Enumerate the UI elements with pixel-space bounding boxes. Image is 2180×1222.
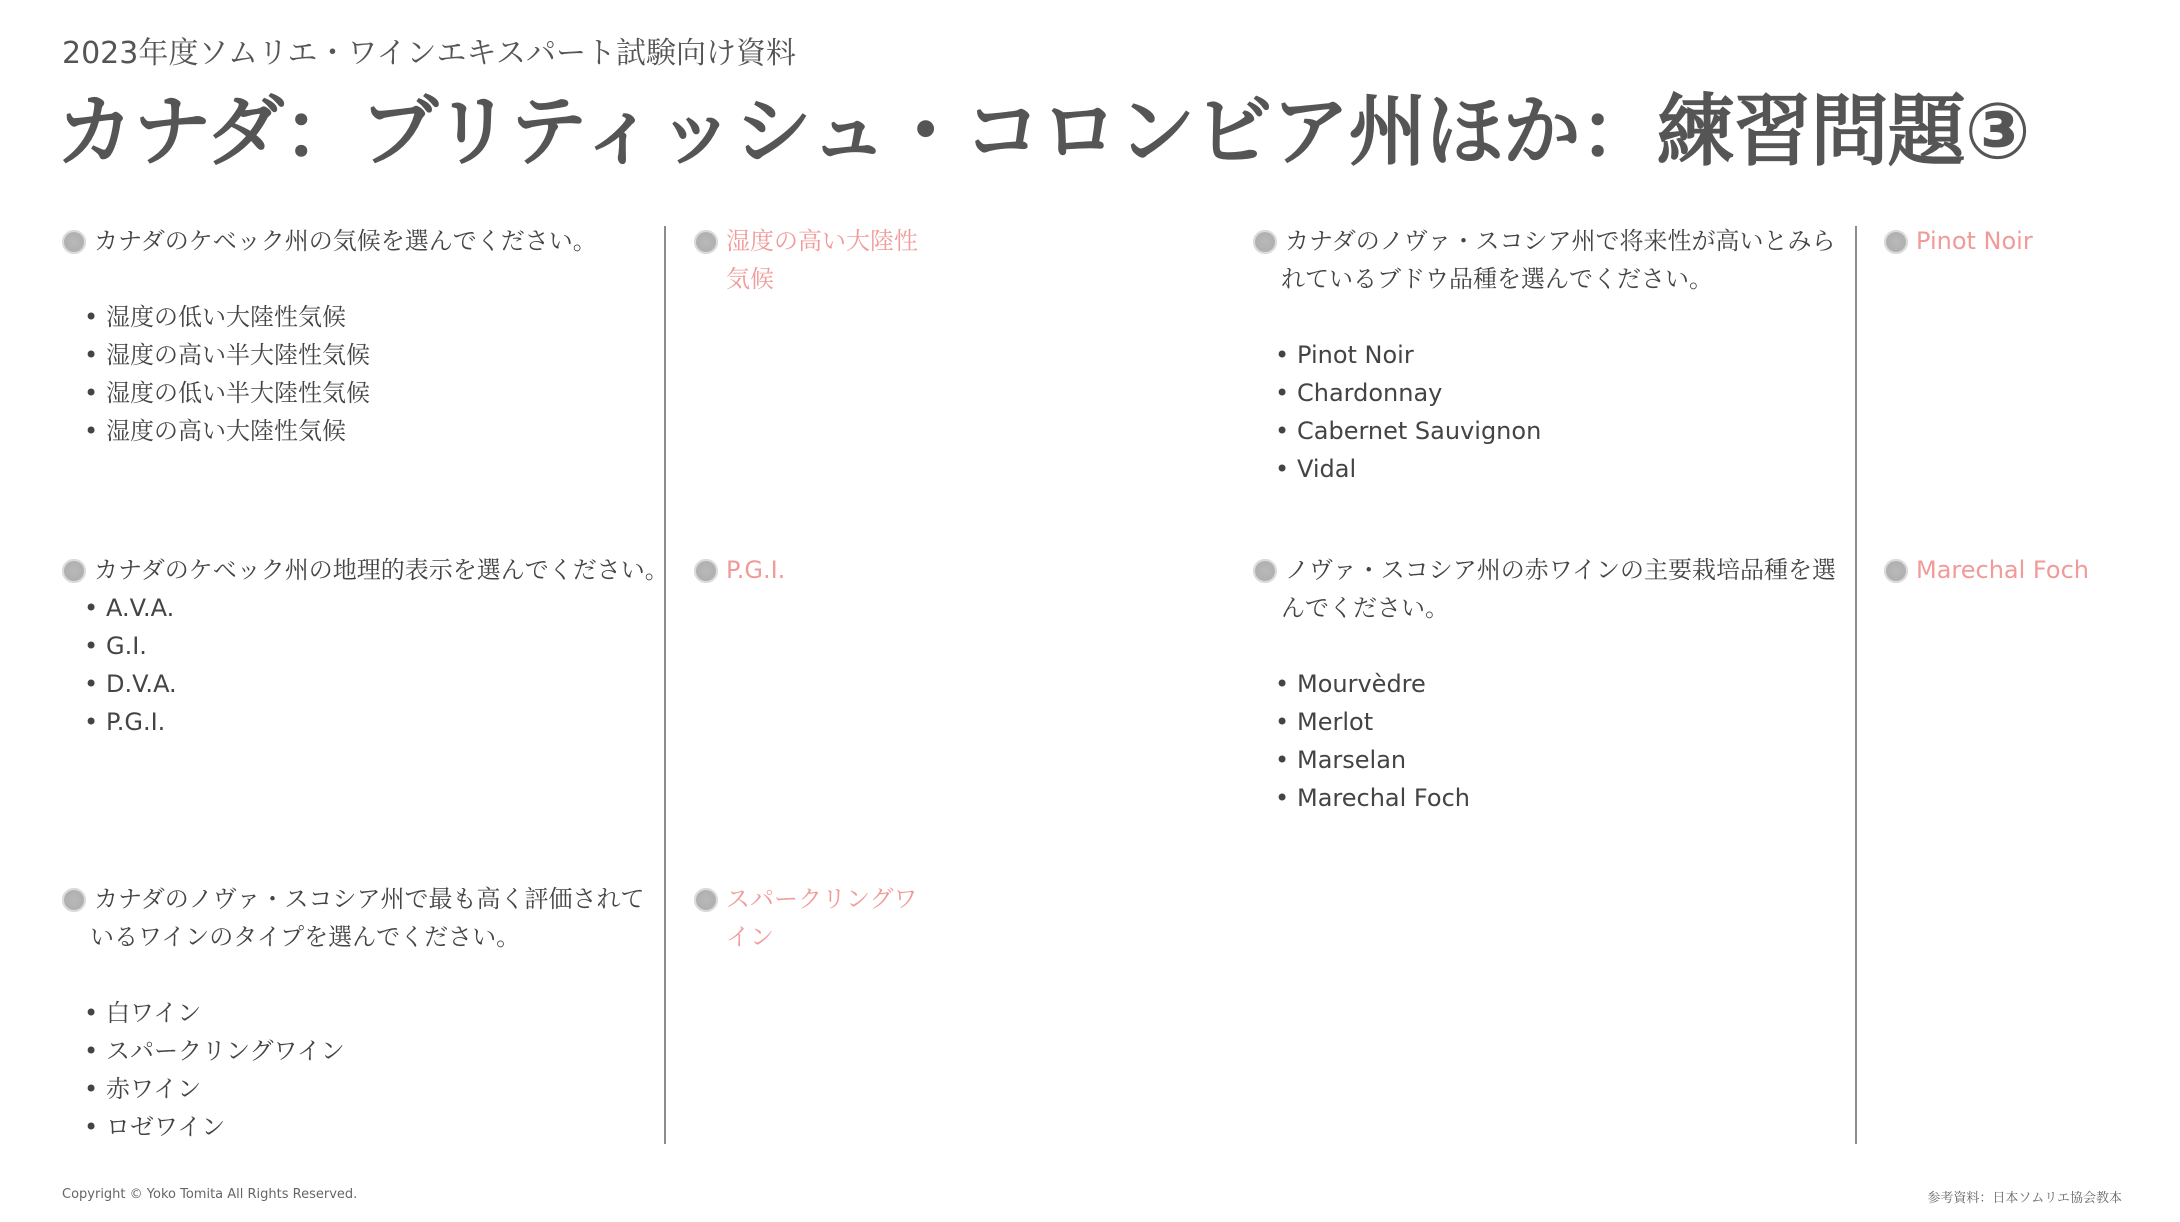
option-item: • Pinot Noir xyxy=(1275,341,1414,369)
option-item: • Vidal xyxy=(1275,455,1357,483)
question-marker-icon xyxy=(62,559,86,583)
option-item: • Marselan xyxy=(1275,746,1407,774)
question-marker-icon xyxy=(62,230,86,254)
question-block-4 xyxy=(1253,222,1851,488)
reference-note: 参考資料：日本ソムリエ協会教本 xyxy=(1927,1191,2122,1206)
option-list xyxy=(62,994,662,1146)
option-item: • Marechal Foch xyxy=(1275,784,1470,812)
question-text: カナダのケベック州の気候を選んでください。 xyxy=(94,227,597,255)
option-item: • 湿度の低い大陸性気候 xyxy=(84,303,346,331)
option-item: • P.G.I. xyxy=(84,708,166,736)
question-text: カナダのノヴァ・スコシア州で最も高く評価されているワインのタイプを選んでください。 xyxy=(90,885,645,951)
answer-marker-icon xyxy=(694,559,718,583)
answer-marker-icon xyxy=(1884,559,1908,583)
option-item: • 湿度の高い半大陸性気候 xyxy=(84,341,370,369)
option-item: • A.V.A. xyxy=(84,594,175,622)
answer-block-3 xyxy=(694,880,920,956)
option-item: • Chardonnay xyxy=(1275,379,1443,407)
option-item: • 湿度の低い半大陸性気候 xyxy=(84,379,370,407)
answer-text: Marechal Foch xyxy=(1916,556,2089,584)
page-title: カナダ：ブリティッシュ・コロンビア州ほか：練習問題③ xyxy=(56,87,2030,177)
answer-marker-icon xyxy=(1884,230,1908,254)
answer-block-2 xyxy=(694,551,920,589)
option-item: • Merlot xyxy=(1275,708,1374,736)
question-block-3 xyxy=(62,880,662,1146)
answer-text: スパークリングワイン xyxy=(726,885,918,951)
option-list xyxy=(62,298,662,450)
question-marker-icon xyxy=(62,888,86,912)
option-item: • スパークリングワイン xyxy=(84,1037,345,1065)
column-divider-right xyxy=(1855,226,1857,1144)
question-block-2 xyxy=(62,551,682,741)
answer-text: 湿度の高い大陸性気候 xyxy=(726,227,918,293)
answer-block-5 xyxy=(1884,551,2144,589)
question-block-1 xyxy=(62,222,662,450)
answer-marker-icon xyxy=(694,230,718,254)
copyright-notice: Copyright © Yoko Tomita All Rights Reserved. xyxy=(62,1187,358,1202)
answer-block-1 xyxy=(694,222,920,298)
question-text: カナダのノヴァ・スコシア州で将来性が高いとみられているブドウ品種を選んでください。 xyxy=(1281,227,1836,293)
option-item: • 赤ワイン xyxy=(84,1075,202,1103)
option-item: • Mourvèdre xyxy=(1275,670,1426,698)
question-marker-icon xyxy=(1253,559,1277,583)
option-list xyxy=(1253,665,1851,817)
option-list xyxy=(1253,336,1851,488)
option-item: • D.V.A. xyxy=(84,670,177,698)
question-text: カナダのケベック州の地理的表示を選んでください。 xyxy=(94,556,669,584)
question-block-5 xyxy=(1253,551,1851,817)
option-list xyxy=(62,589,682,741)
option-item: • 湿度の高い大陸性気候 xyxy=(84,417,346,445)
answer-block-4 xyxy=(1884,222,2144,260)
answer-marker-icon xyxy=(694,888,718,912)
option-item: • ロゼワイン xyxy=(84,1113,226,1141)
question-text: ノヴァ・スコシア州の赤ワインの主要栽培品種を選んでください。 xyxy=(1281,556,1837,622)
option-item: • Cabernet Sauvignon xyxy=(1275,417,1542,445)
page-subtitle: 2023年度ソムリエ・ワインエキスパート試験向け資料 xyxy=(62,36,796,71)
option-item: • 白ワイン xyxy=(84,999,202,1027)
question-marker-icon xyxy=(1253,230,1277,254)
answer-text: Pinot Noir xyxy=(1916,227,2033,255)
option-item: • G.I. xyxy=(84,632,147,660)
answer-text: P.G.I. xyxy=(726,556,786,584)
